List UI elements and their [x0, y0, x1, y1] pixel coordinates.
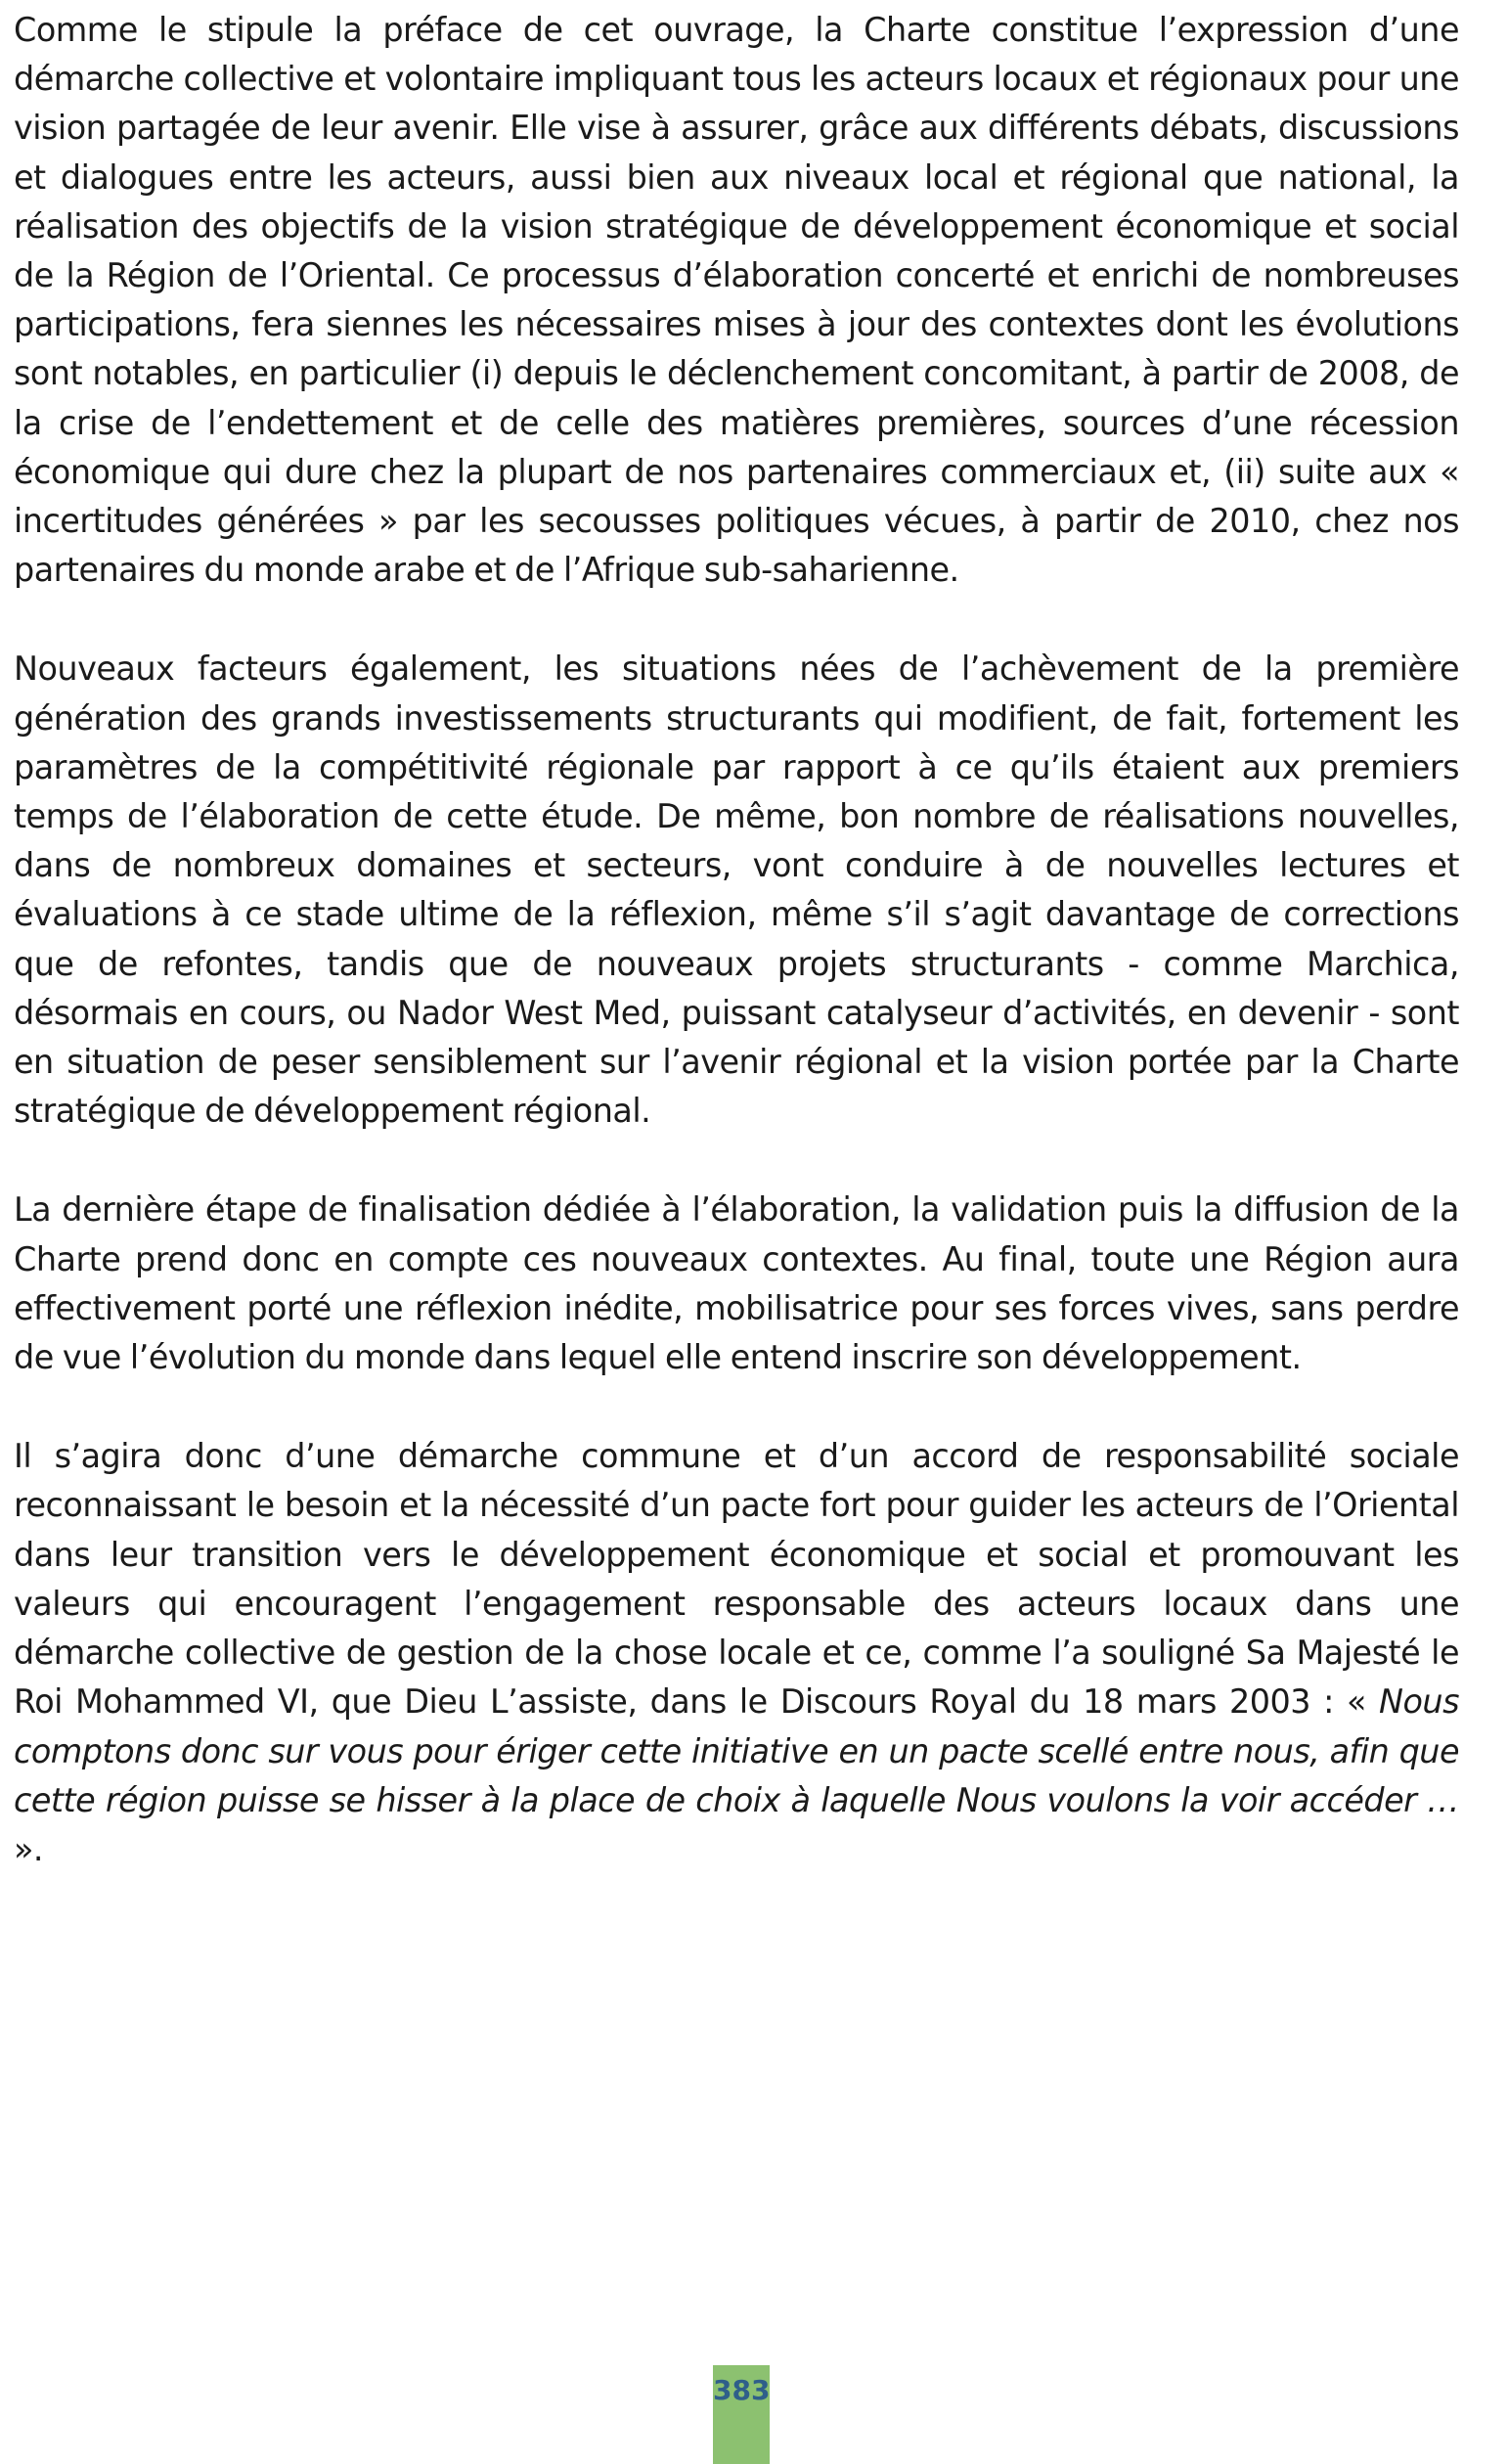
paragraph-2: Nouveaux facteurs également, les situations nées de l’achèvement de la première génération des grands investissements structurants qui modifient, de fait, fortement les paramètres de la compétitivité régionale par rapport à ce qu’ils étaient aux premiers temps de l’élaboration de cette étude. De même, bon nombre de réalisations nouvelles, dans de nombreux domaines et secteurs, vont conduire à de nouvelles lectures et évaluations à ce stade ultime de la réflexion, même s’il s’agit davantage de corrections que de refontes, tandis que de nouveaux projets structurants - comme Marchica, désormais en cours, ou Nador West Med, puissant catalyseur d’activités, en devenir - sont en situation de peser sensiblement sur l’avenir régional et la vision portée par la Charte stratégique de développement régional. — [14, 650, 1459, 1131]
document-body — [14, 6, 1459, 1924]
paragraph-1: Comme le stipule la préface de cet ouvrage, la Charte constitue l’expression d’une démarche collective et volontaire impliquant tous les acteurs locaux et régionaux pour une vision partagée de leur avenir. Elle vise à assurer, grâce aux différents débats, discussions et dialogues entre les acteurs, aussi bien aux niveaux local et régional que national, la réalisation des objectifs de la vision stratégique de développement économique et social de la Région de l’Oriental. Ce processus d’élaboration concerté et enrichi de nombreuses participations, fera siennes les nécessaires mises à jour des contextes dont les évolutions sont notables, en particulier (i) depuis le déclenchement concomitant, à partir de 2008, de la crise de l’endettement et de celle des matières premières, sources d’une récession économique qui dure chez la plupart de nos partenaires commerciaux et, (ii) suite aux « incertitudes générées » par les secousses politiques vécues, à partir de 2010, chez nos partenaires du monde arabe et de l’Afrique sub-saharienne. — [14, 11, 1459, 590]
paragraph-4 — [14, 1432, 1459, 1874]
paragraph-4-text: Il s’agira donc d’une démarche commune et d’un accord de responsabilité sociale reconnaissant le besoin et la nécessité d’un pacte fort pour guider les acteurs de l’Oriental dans leur transition vers le développement économique et social et promouvant les valeurs qui encouragent l’engagement responsable des acteurs locaux dans une démarche collective de gestion de la chose locale et ce, comme l’a souligné Sa Majesté le Roi Mohammed VI, que Dieu L’assiste, dans le Discours Royal du 18 mars 2003 : « — [14, 1437, 1459, 1722]
royal-quote: Nous comptons donc sur vous pour ériger cette initiative en un pacte scellé entre nous, afin que cette région puisse se hisser à la place de choix à laquelle Nous voulons la voir accéder … — [14, 1682, 1459, 1819]
quote-closing: ». — [14, 1829, 44, 1868]
page-number: 383 — [713, 2374, 771, 2406]
paragraph-3: La dernière étape de finalisation dédiée à l’élaboration, la validation puis la diffusion de la Charte prend donc en compte ces nouveaux contextes. Au final, toute une Région aura effectivement porté une réflexion inédite, mobilisatrice pour ses forces vives, sans perdre de vue l’évolution du monde dans lequel elle entend inscrire son développement. — [14, 1190, 1459, 1377]
